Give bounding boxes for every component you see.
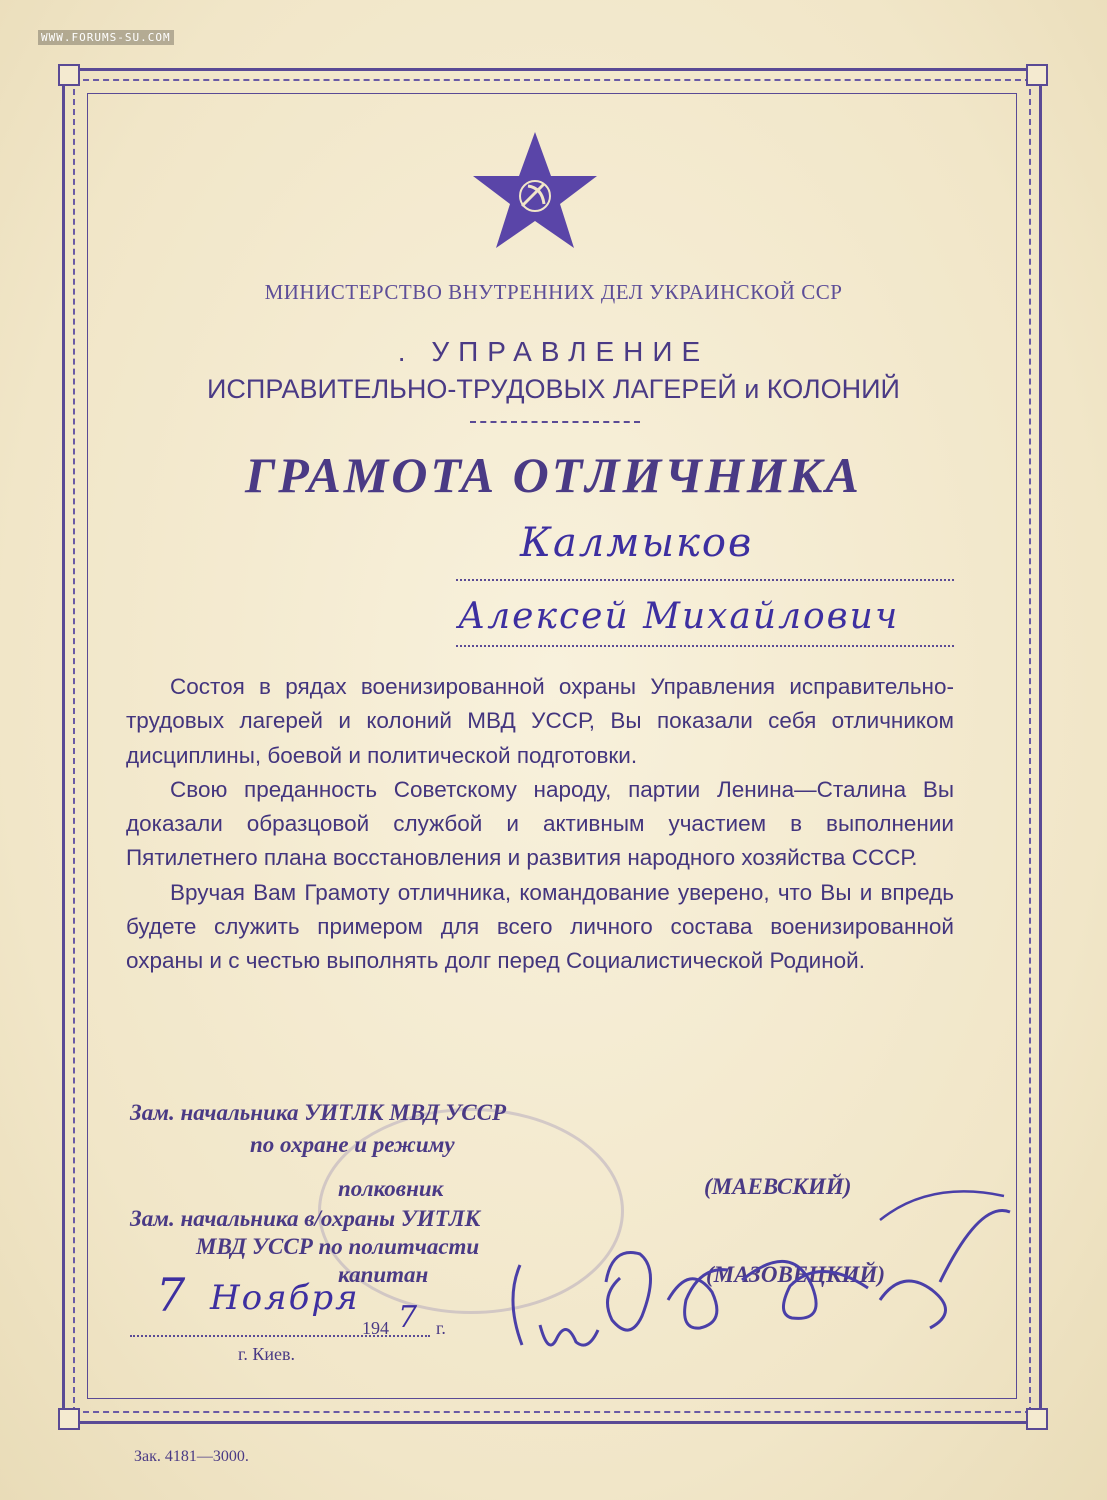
date-year-hand: 7	[398, 1300, 420, 1335]
city: г. Киев.	[238, 1344, 295, 1364]
signer1-title-line2: по охране и режиму	[250, 1132, 455, 1157]
body-paragraph-2: Свою преданность Советскому народу, партии Ленина—Сталина Вы доказали образцовой службой и активным участием в выполнении Пятилетнего плана восстановления и развития народного хозяйства СССР.	[126, 776, 954, 871]
signer2-name: (МАЗОВЕЦКИЙ)	[706, 1262, 886, 1287]
directorate-heading: . УПРАВЛЕНИЕ	[397, 336, 710, 367]
date-year-prefix: 194	[362, 1318, 389, 1338]
signer2-title-line2: МВД УССР по политчасти	[196, 1234, 480, 1259]
signer1-name: (МАЕВСКИЙ)	[704, 1174, 852, 1199]
body-paragraph-3: Вручая Вам Грамоту отличника, командование уверено, что Вы и впредь будете служить примером для всего личного состава военизированной охраны и с честью выполнять долг перед Социалистической Родиной.	[126, 879, 954, 974]
body-paragraph-1: Состоя в рядах военизированной охраны Управления исправительно-трудовых лагерей и колоний МВД УССР, Вы показали себя отличником дисциплины, боевой и политической подготовки.	[126, 674, 954, 768]
print-order-number: Зак. 4181—3000.	[134, 1448, 249, 1465]
watermark: WWW.FORUMS-SU.COM	[38, 30, 174, 45]
directorate-full-heading: ИСПРАВИТЕЛЬНО-ТРУДОВЫХ ЛАГЕРЕЙ и КОЛОНИЙ	[207, 374, 900, 404]
certificate-title: ГРАМОТА ОТЛИЧНИКА	[245, 447, 862, 503]
date-suffix: г.	[436, 1318, 446, 1338]
date-day: 7	[156, 1268, 188, 1322]
recipient-given-names: Алексей Михайлович	[458, 596, 900, 637]
signer1-rank: полковник	[338, 1176, 444, 1201]
signer2-rank: капитан	[338, 1262, 429, 1287]
signer2-title-line1: Зам. начальника в/охраны УИТЛК	[130, 1206, 481, 1231]
recipient-surname: Калмыков	[520, 520, 754, 566]
ministry-heading: МИНИСТЕРСТВО ВНУТРЕННИХ ДЕЛ УКРАИНСКОЙ ССР	[264, 280, 843, 304]
date-month: Ноября	[210, 1278, 360, 1318]
signer1-title-line1: Зам. начальника УИТЛК МВД УССР	[130, 1100, 507, 1125]
